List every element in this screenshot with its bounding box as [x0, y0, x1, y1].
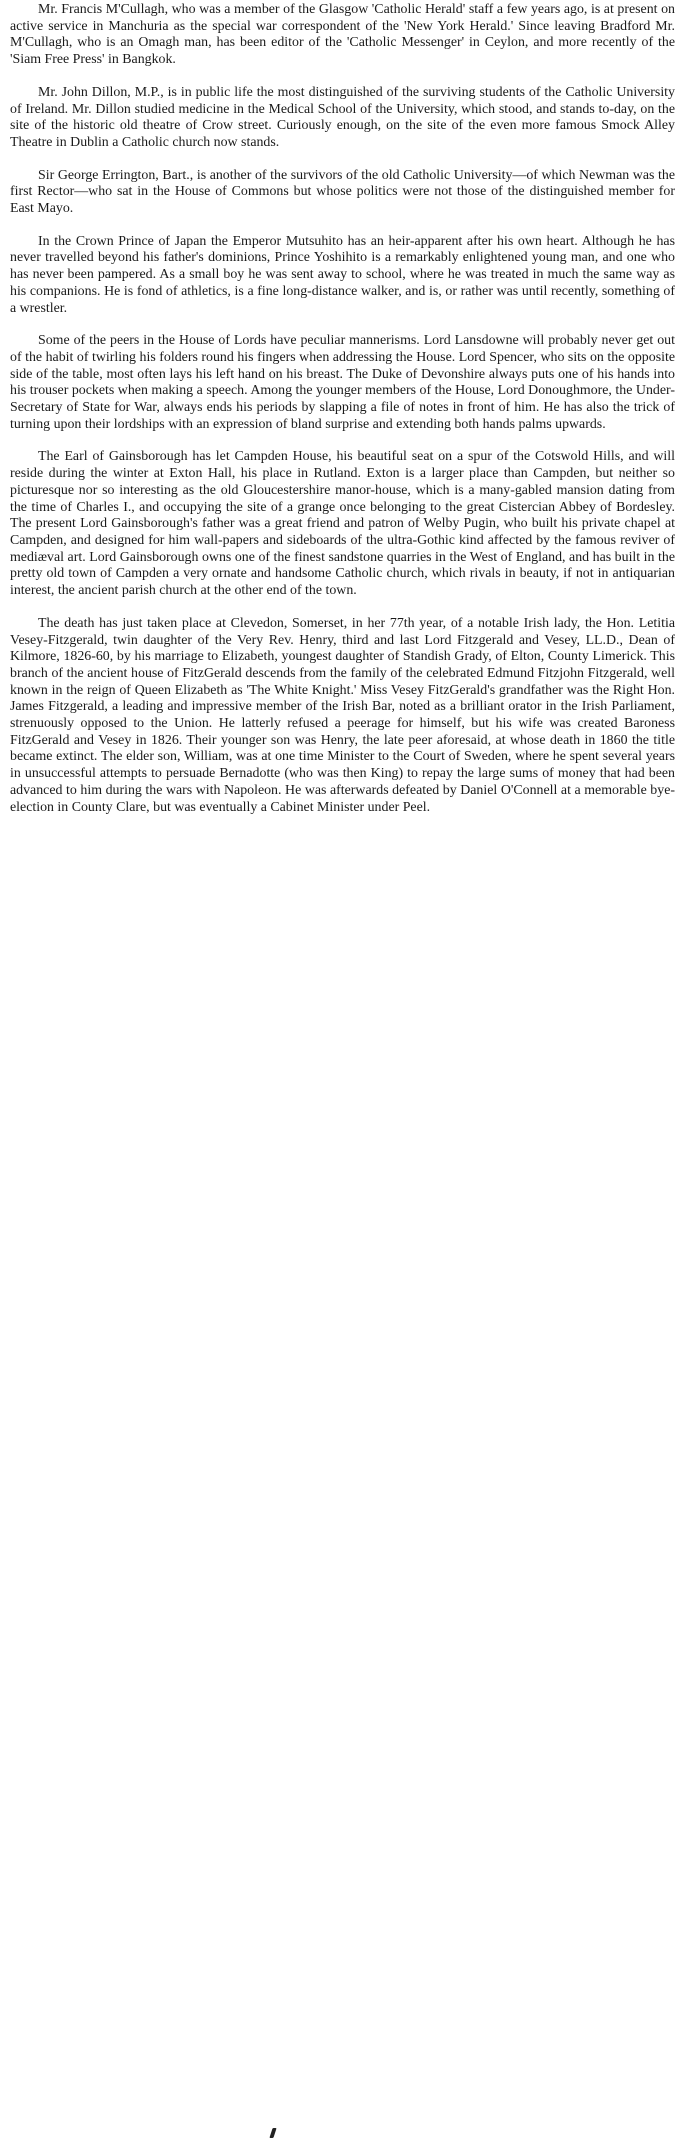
- paragraph-errington: Sir George Errington, Bart., is another of the survivors of the old Catholic University—of which Newman was the first Rector—who sat in the House of Commons but whose politics were not those of the distinguished member for East Mayo.: [10, 167, 675, 217]
- paragraph-gainsborough: The Earl of Gainsborough has let Campden House, his beautiful seat on a spur of the Cotswold Hills, and will reside during the winter at Exton Hall, his place in Rutland. Exton is a larger place than Campden, but neither so picturesque nor so interesting as the old Gloucestershire manor-house, which is a many-gabled mansion dating from the time of Charles I., and occupying the site of a grange once belonging to the great Cistercian Abbey of Bordesley. The present Lord Gainsborough's father was a great friend and patron of Welby Pugin, who built his private chapel at Campden, and designed for him wall-papers and sideboards of the ultra-Gothic kind affected by the famous reviver of mediæval art. Lord Gainsborough owns one of the finest sandstone quarries in the West of England, and has built in the pretty old town of Campden a very ornate and handsome Catholic church, which rivals in beauty, if not in antiquarian interest, the ancient parish church at the other end of the town.: [10, 449, 675, 599]
- paragraph-mccullagh: Mr. Francis M'Cullagh, who was a member of the Glasgow 'Catholic Herald' staff a few years ago, is at present on active service in Manchuria as the special war correspondent of the 'New York Herald.' Since leaving Bradford Mr. M'Cullagh, who is an Omagh man, has been editor of the 'Catholic Messenger' in Ceylon, and more recently of the 'Siam Free Press' in Bangkok.: [10, 2, 675, 68]
- paragraph-peers: Some of the peers in the House of Lords have peculiar mannerisms. Lord Lansdowne will probably never get out of the habit of twirling his folders round his fingers when addressing the House. Lord Spencer, who sits on the opposite side of the table, most often lays his left hand on his breast. The Duke of Devonshire always puts one of his hands into his trouser pockets when making a speech. Among the younger members of the House, Lord Donoughmore, the Under-Secretary of State for War, always ends his periods by slapping a file of notes in front of him. He has also the trick of turning upon their lordships with an expression of bland surprise and extending both hands palms upwards.: [10, 333, 675, 432]
- paragraph-dillon: Mr. John Dillon, M.P., is in public life the most distinguished of the surviving students of the Catholic University of Ireland. Mr. Dillon studied medicine in the Medical School of the University, which stood, and stands to-day, on the site of the historic old theatre of Crow street. Curiously enough, on the site of the even more famous Smock Alley Theatre in Dublin a Catholic church now stands.: [10, 84, 675, 150]
- paragraph-crown-prince: In the Crown Prince of Japan the Emperor Mutsuhito has an heir-apparent after his own heart. Although he has never travelled beyond his father's dominions, Prince Yoshihito is a remarkably enlightened young man, and one who has never been pampered. As a small boy he was sent away to school, where he was treated in much the same way as his companions. He is fond of athletics, is a fine long-distance walker, and is, or rather was until recently, something of a wrestler.: [10, 233, 675, 316]
- paragraph-vesey-fitzgerald: The death has just taken place at Clevedon, Somerset, in her 77th year, of a notable Irish lady, the Hon. Letitia Vesey-Fitzgerald, twin daughter of the Very Rev. Henry, third and last Lord Fitzgerald and Vesey, LL.D., Dean of Kilmore, 1826-60, by his marriage to Elizabeth, youngest daughter of Standish Grady, of Elton, County Limerick. This branch of the ancient house of FitzGerald descends from the family of the celebrated Edmund Fitzjohn Fitzgerald, well known in the reign of Queen Elizabeth as 'The White Knight.' Miss Vesey FitzGerald's grandfather was the Right Hon. James Fitzgerald, a leading and impressive member of the Irish Bar, noted as a brilliant orator in the Irish Parliament, strenuously opposed to the Union. He latterly refused a peerage for himself, but his wife was created Baroness FitzGerald and Vesey in 1826. Their younger son was Henry, the late peer aforesaid, at whose death in 1860 the title became extinct. The elder son, William, was at one time Minister to the Court of Sweden, where he spent several years in unsuccessful attempts to persuade Bernadotte (who was then King) to repay the large sums of money that had been advanced to him during the wars with Napoleon. He was afterwards defeated by Daniel O'Connell at a memorable bye-election in County Clare, but was eventually a Cabinet Minister under Peel.: [10, 615, 675, 815]
